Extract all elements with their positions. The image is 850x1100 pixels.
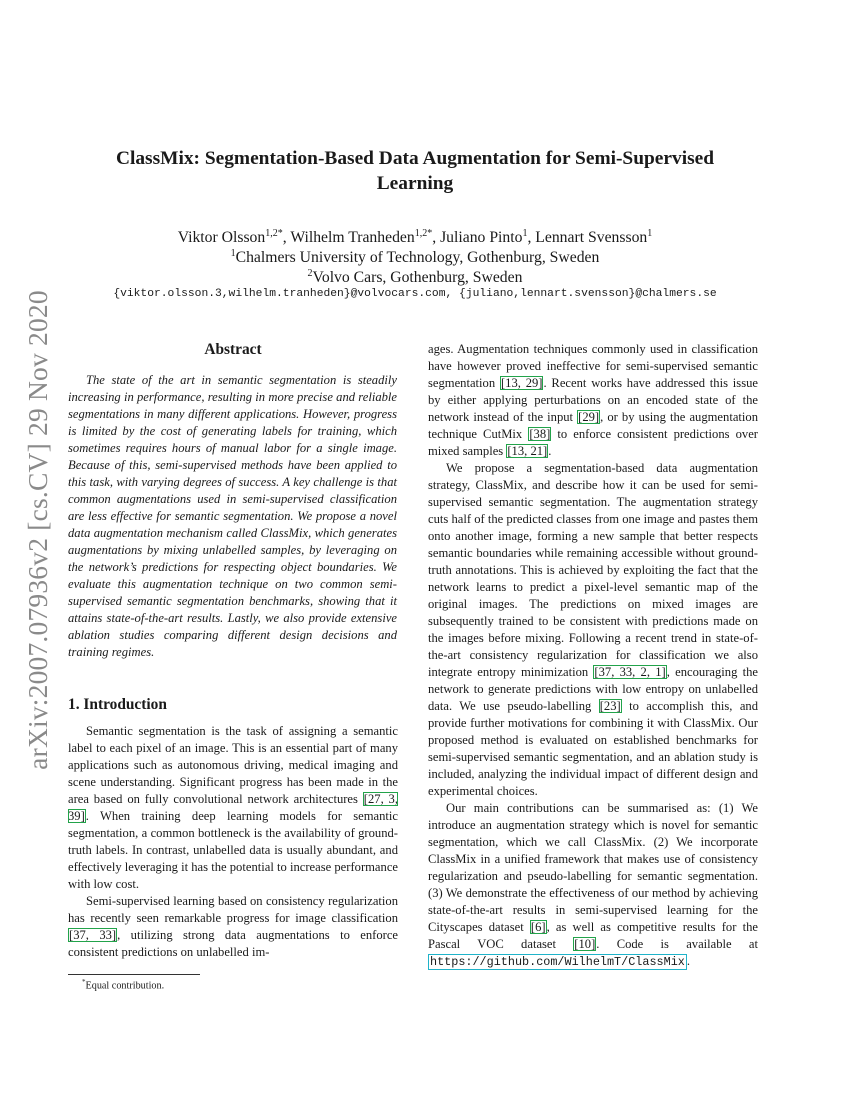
author-emails: {viktor.olsson.3,wilhelm.tranheden}@volvocars.com, {juliano,lennart.svensson}@chalmers.se <box>113 288 717 300</box>
author-4-affil: 1 <box>647 228 653 239</box>
text-run: . When training deep learning models for semantic segmentation, a common bottleneck is the availability of ground-truth labels. In contrast, unlabelled data is usually abundant, and effectively leveraging it has the potential to increase performance with low cost. <box>68 809 398 891</box>
intro-paragraph-2 <box>68 893 398 961</box>
paper-title: ClassMix: Segmentation-Based Data Augmentation for Semi-Supervised Learning <box>115 148 715 194</box>
citation-link[interactable]: [13, 21] <box>507 444 548 458</box>
author-4: Lennart Svensson <box>535 229 648 247</box>
author-list: Viktor Olsson$^{1,2*}$, Wilhelm Tranheden$^{1,2*}$, Juliano Pinto$^1$, Lennart Svensson$^1$ <box>177 228 653 247</box>
section-heading-introduction: 1. Introduction <box>68 696 167 713</box>
affiliation-2-text: Volvo Cars, Gothenburg, Sweden <box>312 269 523 287</box>
text-run: to accomplish this, and provide further motivations for combining it with ClassMix. Our proposed method is evaluated on established benchmarks for semi-supervised semantic segmentation, and an ablation study is included, analyzing the individual impact of different design and experimental choices. <box>428 699 758 798</box>
author-2-affil: 1,2 <box>414 228 428 239</box>
equal-contribution-mark: * <box>277 228 283 239</box>
intro-paragraph-1 <box>68 723 398 893</box>
author-3: Juliano Pinto <box>440 229 523 247</box>
author-2: Wilhelm Tranheden <box>290 229 415 247</box>
text-run: Our main contributions can be summarised as: (1) We introduce an augmentation strategy which is novel for semantic segmentation, which we call ClassMix. (2) We incorporate ClassMix in a unified framework that makes use of consistency regularization and pseudo-labelling for semantic segmentation. (3) We demonstrate the effectiveness of our method by achieving state-of-the-art results in semi-supervised learning for the Cityscapes dataset <box>428 801 758 934</box>
text-run: . <box>548 444 552 458</box>
text-run: We propose a segmentation-based data augmentation strategy, ClassMix, and describe how it can be used for semi-supervised semantic segmentation. The augmentation strategy cuts half of the predicted classes from one image and pastes them onto another image, forming a new sample that better respects semantic boundaries while remaining accessible without ground-truth annotations. This is achieved by exploiting the fact that the network learns to predict a pixel-level semantic map of the original images. The predictions on mixed images are subsequently trained to be consistent with predictions made on the images before mixing. Following a recent trend in state-of-the-art consistency regularization for classification we also integrate entropy minimization <box>428 461 758 679</box>
citation-link[interactable]: [23] <box>599 699 621 713</box>
intro-paragraph-4 <box>428 460 758 800</box>
citation-link[interactable]: [10] <box>574 937 596 951</box>
author-3-affil: 1 <box>522 228 528 239</box>
affiliation-2 <box>85 264 745 288</box>
text-run: Semantic segmentation is the task of assigning a semantic label to each pixel of an image. This is an essential part of many applications such as autonomous driving, medical imaging and scene understanding. Significant progress has been made in the area based on fully convolutional network architectures <box>68 724 398 806</box>
citation-link[interactable]: [6] <box>530 920 546 934</box>
text-run: , utilizing strong data augmentations to enforce consistent predictions on unlabelled im- <box>68 928 398 959</box>
right-column <box>428 341 758 971</box>
arxiv-stamp-text: arXiv:2007.07936v2 [cs.CV] 29 Nov 2020 <box>22 290 53 770</box>
equal-contribution-mark: * <box>427 228 433 239</box>
citation-link[interactable]: [27, 3, 39] <box>68 792 399 823</box>
text-run: ages. Augmentation techniques commonly used in classification have however proved ineffective for semi-supervised semantic segmentation <box>428 342 758 390</box>
affiliation-1-number: 1 <box>230 248 236 259</box>
text-run: , as well as competitive results for the Pascal VOC dataset <box>428 920 758 951</box>
footnote-rule <box>68 974 200 975</box>
footnote-mark: * <box>82 978 86 986</box>
text-run: . <box>686 954 691 968</box>
text-run: , or by using the augmentation technique CutMix <box>428 410 759 441</box>
author-1-affil: 1,2 <box>265 228 278 239</box>
text-run: . Code is available at <box>596 937 759 951</box>
text-run: . Recent works have addressed this issue by either applying perturbations on an encoded state of the network instead of the input <box>428 376 758 424</box>
text-run: , encouraging the network to generate predictions with low entropy on unlabelled data. We use pseudo-labelling <box>428 665 759 713</box>
intro-paragraph-3 <box>428 341 758 460</box>
intro-paragraph-5 <box>428 800 758 971</box>
citation-link[interactable]: [13, 29] <box>500 376 543 390</box>
citation-link[interactable]: [37, 33] <box>69 928 117 942</box>
citation-link[interactable]: [29] <box>578 410 600 424</box>
abstract-text: The state of the art in semantic segmentation is steadily increasing in performance, resulting in more precise and reliable segmentations in many different applications. However, progress is limited by the cost of generating labels for training, which sometimes requires hours of manual labor for a single image. Because of this, semi-supervised methods have been applied to this task, with varying degrees of success. A key challenge is that common augmentations used in semi-supervised classification are less effective for semantic segmentation. We propose a novel data augmentation mechanism called ClassMix, which generates augmentations by mixing unlabelled samples, by leveraging on the network’s predictions for respecting object boundaries. We evaluate this augmentation technique on two common semi-supervised semantic segmentation benchmarks, showing that it attains state-of-the-art results. Lastly, we also provide extensive ablation studies comparing different design decisions and training regimes. <box>68 373 397 659</box>
code-url-link[interactable]: https://github.com/WilhelmT/ClassMix <box>430 955 685 969</box>
citation-link[interactable]: [38] <box>529 427 551 441</box>
footnote <box>82 978 164 991</box>
abstract-heading: Abstract <box>204 341 262 358</box>
author-1: Viktor Olsson <box>177 229 266 247</box>
affiliation-1-text: Chalmers University of Technology, Gothenburg, Sweden <box>235 249 600 267</box>
text-run: to enforce consistent predictions over mixed samples <box>428 427 758 458</box>
text-run: Semi-supervised learning based on consistency regularization has recently seen remarkable progress for image classification <box>68 894 398 925</box>
footnote-text: Equal contribution. <box>85 980 165 992</box>
affiliation-2-number: 2 <box>307 268 313 279</box>
citation-link[interactable]: [37, 33, 2, 1] <box>594 665 666 679</box>
left-column <box>68 341 398 961</box>
